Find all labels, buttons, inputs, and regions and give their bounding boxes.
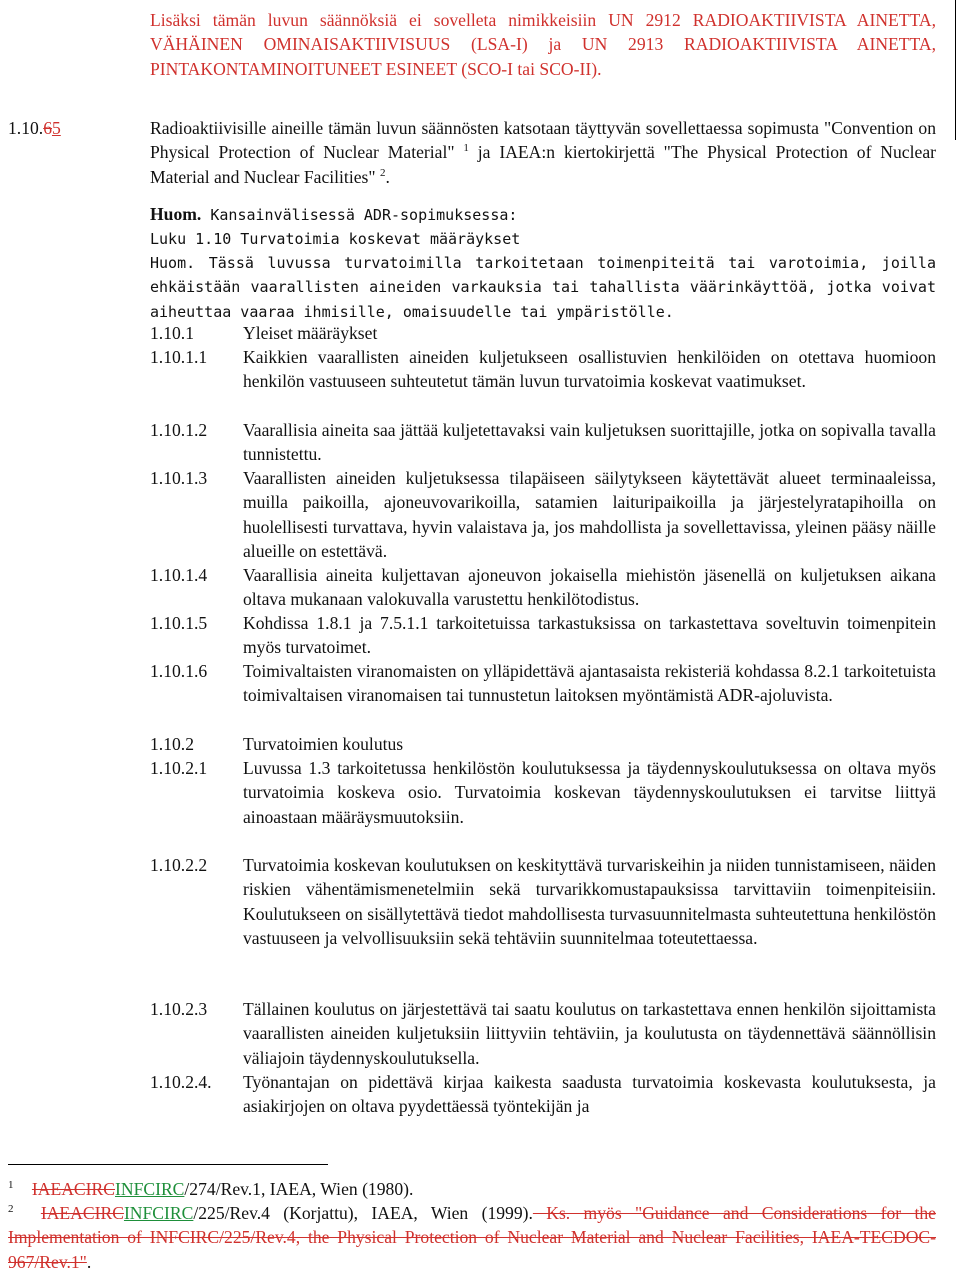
item-text: Vaarallisia aineita saa jättää kuljetettavaksi vain kuljetuksen suorittajille, jotka on sopivalla tavalla tunnistettu. <box>243 420 936 465</box>
section-number: 1.10.65 <box>8 118 61 138</box>
deleted-text: IAEACIRC <box>40 1203 124 1223</box>
item-number: 1.10.2.3 <box>150 999 208 1019</box>
note-international: Huom. Kansainvälisessä ADR-sopimuksessa: Luku 1.10 Turvatoimia koskevat määräykset <box>150 202 936 252</box>
footnote-separator <box>8 1164 328 1165</box>
item-number: 1.10.2 <box>150 734 194 754</box>
item-text: Työnantajan on pidettävä kirjaa kaikesta saadusta turvatoimia koskevasta koulutuksesta, ja asiakirjojen on oltava pyydettäessä työntekijän ja <box>243 1072 936 1117</box>
footnote-mark: 1 <box>8 1179 14 1192</box>
footnote-mark: 2 <box>8 1203 14 1216</box>
item-heading: Turvatoimien koulutus <box>243 734 404 754</box>
item-number: 1.10.1.3 <box>150 468 208 488</box>
item-number: 1.10.1.4 <box>150 565 208 585</box>
item-text: Turvatoimia koskevan koulutuksen on keskityttävä turvariskeihin ja niiden tunnistamiseen, näiden riskien vähentämismenetelmiin sekä turvarikkomustapauksissa tarvittaviin toimenpiteisiin. Koulutukseen on sisällytettävä tiedot mahdollisesta turvasuunnitelmasta suhteutettuna henkilöstön vastuuseen ja velvollisuuksiin sekä tehtäviin suunnitelmaa toteutettaessa. <box>243 855 936 949</box>
revision-change-bar <box>955 0 956 140</box>
item-text: Toimivaltaisten viranomaisten on ylläpidettävä ajantasaista rekisteriä kohdassa 8.2.1 tarkoitetuista toimivaltaisen viranomaisen tai tunnustetun laitoksen myöntämistä ADR-ajoluvista. <box>243 661 936 706</box>
item-heading: Yleiset määräykset <box>243 323 378 343</box>
inserted-digit: 5 <box>51 118 61 138</box>
item-text: Tällainen koulutus on järjestettävä tai saatu koulutus on tarkastettava ennen henkilön sijoittamista vaarallisten aineiden kuljetuksiin liittyviin tehtäviin, ja koulutusta on täydennettävä säännöllisin väliajoin täydennyskoulutuksella. <box>243 999 936 1068</box>
item-number: 1.10.1.6 <box>150 661 208 681</box>
item-text: Luvussa 1.3 tarkoitetussa henkilöstön koulutuksessa ja täydennyskoulutuksessa on oltava myös turvatoimia koskeva osio. Turvatoimia koskevan täydennyskoulutuksen ei tarvitse liittyä ainoastaan määräysmuutoksiin. <box>243 758 936 827</box>
footnote-ref-2[interactable]: 2 <box>379 166 386 179</box>
item-number: 1.10.1.2 <box>150 420 208 440</box>
deleted-text: Ks. myös "Guidance and Considerations for the Implementation of INFCIRC/225/Rev.4, the Physical Protection of Nuclear Material and Nuclear Facilities, IAEA-TECDOC-967/Rev.1" <box>8 1203 936 1272</box>
inserted-text: INFCIRC <box>115 1179 185 1199</box>
footnote-ref-1[interactable]: 1 <box>463 142 469 155</box>
item-text: Vaarallisten aineiden kuljetuksessa tilapäiseen säilytykseen käytettävät alueet terminaaleissa, muilla paikoilla, ajoneuvovarikoilla, satamien laituripaikoilla ja järjestelyratapihoilla on huolellisesti turvattava, hyvin valaistava ja, jos mahdollista ja sovellettavissa, yleinen pääsy näille alueille on estettävä. <box>243 468 936 562</box>
note-definition: Huom. Tässä luvussa turvatoimilla tarkoitetaan toimenpiteitä tai varotoimia, joilla ehkäistään vaarallisten aineiden varkauksia tai tahallista väärinkäyttöä, jotka voivat aiheuttaa vaaraa ihmisille, omaisuudelle tai ympäristölle. <box>150 254 936 321</box>
item-text: Kohdissa 1.8.1 ja 7.5.1.1 tarkoitetuissa tarkastuksissa on tarkastettava soveltuvin toimenpitein myös turvatoimet. <box>243 613 936 658</box>
item-number: 1.10.2.4. <box>150 1072 212 1092</box>
deleted-text: IAEACIRC <box>31 1179 115 1199</box>
section-text: Radioaktiivisille aineille tämän luvun säännösten katsotaan täyttyvän sovellettaessa sopimusta "Convention on Physical Protection of Nuclear Material" $^1$ ja IAEA:n kiertokirjettä "The Physical Protection of Nuclear Material and Nuclear Facilities" $^2$. <box>150 118 936 187</box>
item-number: 1.10.2.2 <box>150 855 208 875</box>
intro-paragraph: Lisäksi tämän luvun säännöksiä ei sovelleta nimikkeisiin UN 2912 RADIOAKTIIVISTA AINETTA, VÄHÄINEN OMINAISAKTIIVISUUS (LSA-I) ja UN 2913 RADIOAKTIIVISTA AINETTA, PINTAKONTAMINOITUNEET ESINEET (SCO-I tai SCO-II). <box>150 10 936 79</box>
item-number: 1.10.1.5 <box>150 613 208 633</box>
deleted-digit: 6 <box>43 118 52 138</box>
inserted-text: INFCIRC <box>123 1203 194 1223</box>
item-number: 1.10.1 <box>150 323 194 343</box>
item-text: Kaikkien vaarallisten aineiden kuljetukseen osallistuvien henkilöiden on otettava huomioon henkilön vastuuseen suhteutetut tämän luvun turvatoimia koskevat vaatimukset. <box>243 347 936 392</box>
item-number: 1.10.1.1 <box>150 347 208 367</box>
footnote-2: $^2$ IAEACIRCINFCIRC/225/Rev.4 (Korjattu), IAEA, Wien (1999). Ks. myös "Guidance and Considerations for the Implementation of INFCIRC/225/Rev.4, the Physical Protection of Nuclear Material and Nuclear Facilities, IAEA-TECDOC-967/Rev.1". <box>8 1203 936 1272</box>
chapter-heading: Luku 1.10 Turvatoimia koskevat määräykset <box>150 230 521 249</box>
footnote-1: $^1$ IAEACIRCINFCIRC/274/Rev.1, IAEA, Wien (1980). <box>8 1179 414 1199</box>
item-text: Vaarallisia aineita kuljettavan ajoneuvon jokaisella miehistön jäsenellä on kuljetuksen aikana oltava mukanaan valokuvalla varustettu henkilötodistus. <box>243 565 936 610</box>
item-number: 1.10.2.1 <box>150 758 208 778</box>
